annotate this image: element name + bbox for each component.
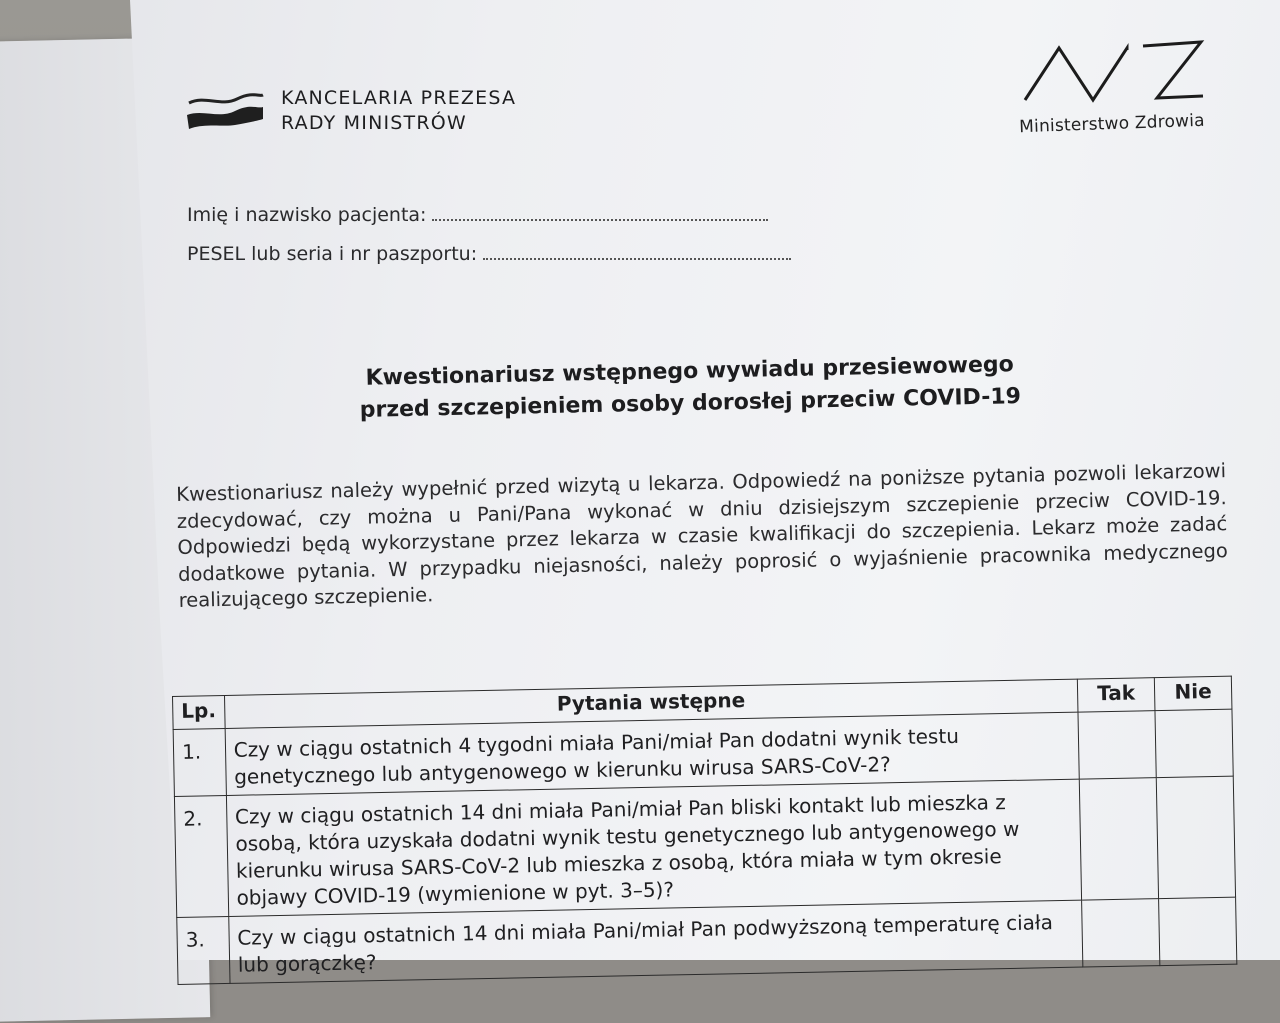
row-number: 2. — [174, 795, 228, 917]
mz-logo — [1012, 38, 1212, 138]
row-question: Czy w ciągu ostatnich 14 dni miała Pani/miał Pan podwyższoną temperaturę ciała lub gorączkę? — [228, 900, 1082, 983]
answer-yes-cell[interactable] — [1082, 899, 1160, 967]
mz-mark-icon — [1017, 38, 1207, 108]
answer-no-cell[interactable] — [1156, 776, 1235, 898]
answer-no-cell[interactable] — [1155, 709, 1233, 777]
kprm-line-1: KANCELARIA PREZESA — [281, 87, 517, 109]
header-no: Nie — [1154, 676, 1232, 710]
header-question: Pytania wstępne — [224, 679, 1078, 728]
answer-yes-cell[interactable] — [1079, 778, 1158, 900]
title-line-2: przed szczepieniem osoby dorosłej przeciw COVID-19 — [359, 384, 1022, 423]
header-yes: Tak — [1077, 678, 1155, 712]
patient-name-field — [187, 204, 768, 226]
pesel-field — [187, 243, 791, 265]
intro-paragraph: Kwestionariusz należy wypełnić przed wizytą u lekarza. Odpowiedź na poniższe pytania pozwoli lekarzowi zdecydować, czy można u Pani/Pana wykonać w dniu dzisiejszym szczepienie przeciw COVID-19. Odpowiedzi będą wykorzystane przez lekarza w czasie kwalifikacji do szczepienia. Lekarz może zadać dodatkowe pytania. W przypadku niejasności, należy poprosić o wyjaśnienie pracownika medycznego realizującego szczepienie. — [176, 459, 1229, 612]
answer-yes-cell[interactable] — [1078, 711, 1156, 779]
table-row — [174, 776, 1235, 917]
patient-name-dotted-line — [432, 205, 768, 221]
kprm-logo — [185, 86, 516, 136]
kprm-line-2: RADY MINISTRÓW — [281, 112, 467, 134]
questions-table — [172, 676, 1237, 985]
patient-name-label: Imię i nazwisko pacjenta: — [187, 204, 427, 226]
row-question: Czy w ciągu ostatnich 4 tygodni miała Pani/miał Pan dodatni wynik testu genetycznego lub antygenowego w kierunku wirusa SARS-CoV-2? — [225, 712, 1079, 795]
questions-table-wrap — [172, 676, 1237, 985]
pesel-label: PESEL lub seria i nr paszportu: — [187, 243, 478, 265]
mz-label: Ministerstwo Zdrowia — [1018, 110, 1206, 138]
row-number: 1. — [173, 728, 226, 796]
row-question: Czy w ciągu ostatnich 14 dni miała Pani/miał Pan bliski kontakt lub mieszka z osobą, która uzyskała dodatni wynik testu genetycznego lub antygenowego w kierunku wirusa SARS-CoV-2 lub mieszka z osobą, która miała w tym okresie objawy COVID-19 (wymienione w pyt. 3–5)? — [226, 779, 1081, 916]
row-number: 3. — [177, 916, 230, 984]
kprm-flag-icon — [185, 89, 265, 133]
title-line-1: Kwestionariusz wstępnego wywiadu przesiewowego — [365, 352, 1014, 391]
pesel-dotted-line — [483, 244, 791, 260]
header-lp: Lp. — [173, 695, 225, 729]
answer-no-cell[interactable] — [1159, 897, 1237, 965]
